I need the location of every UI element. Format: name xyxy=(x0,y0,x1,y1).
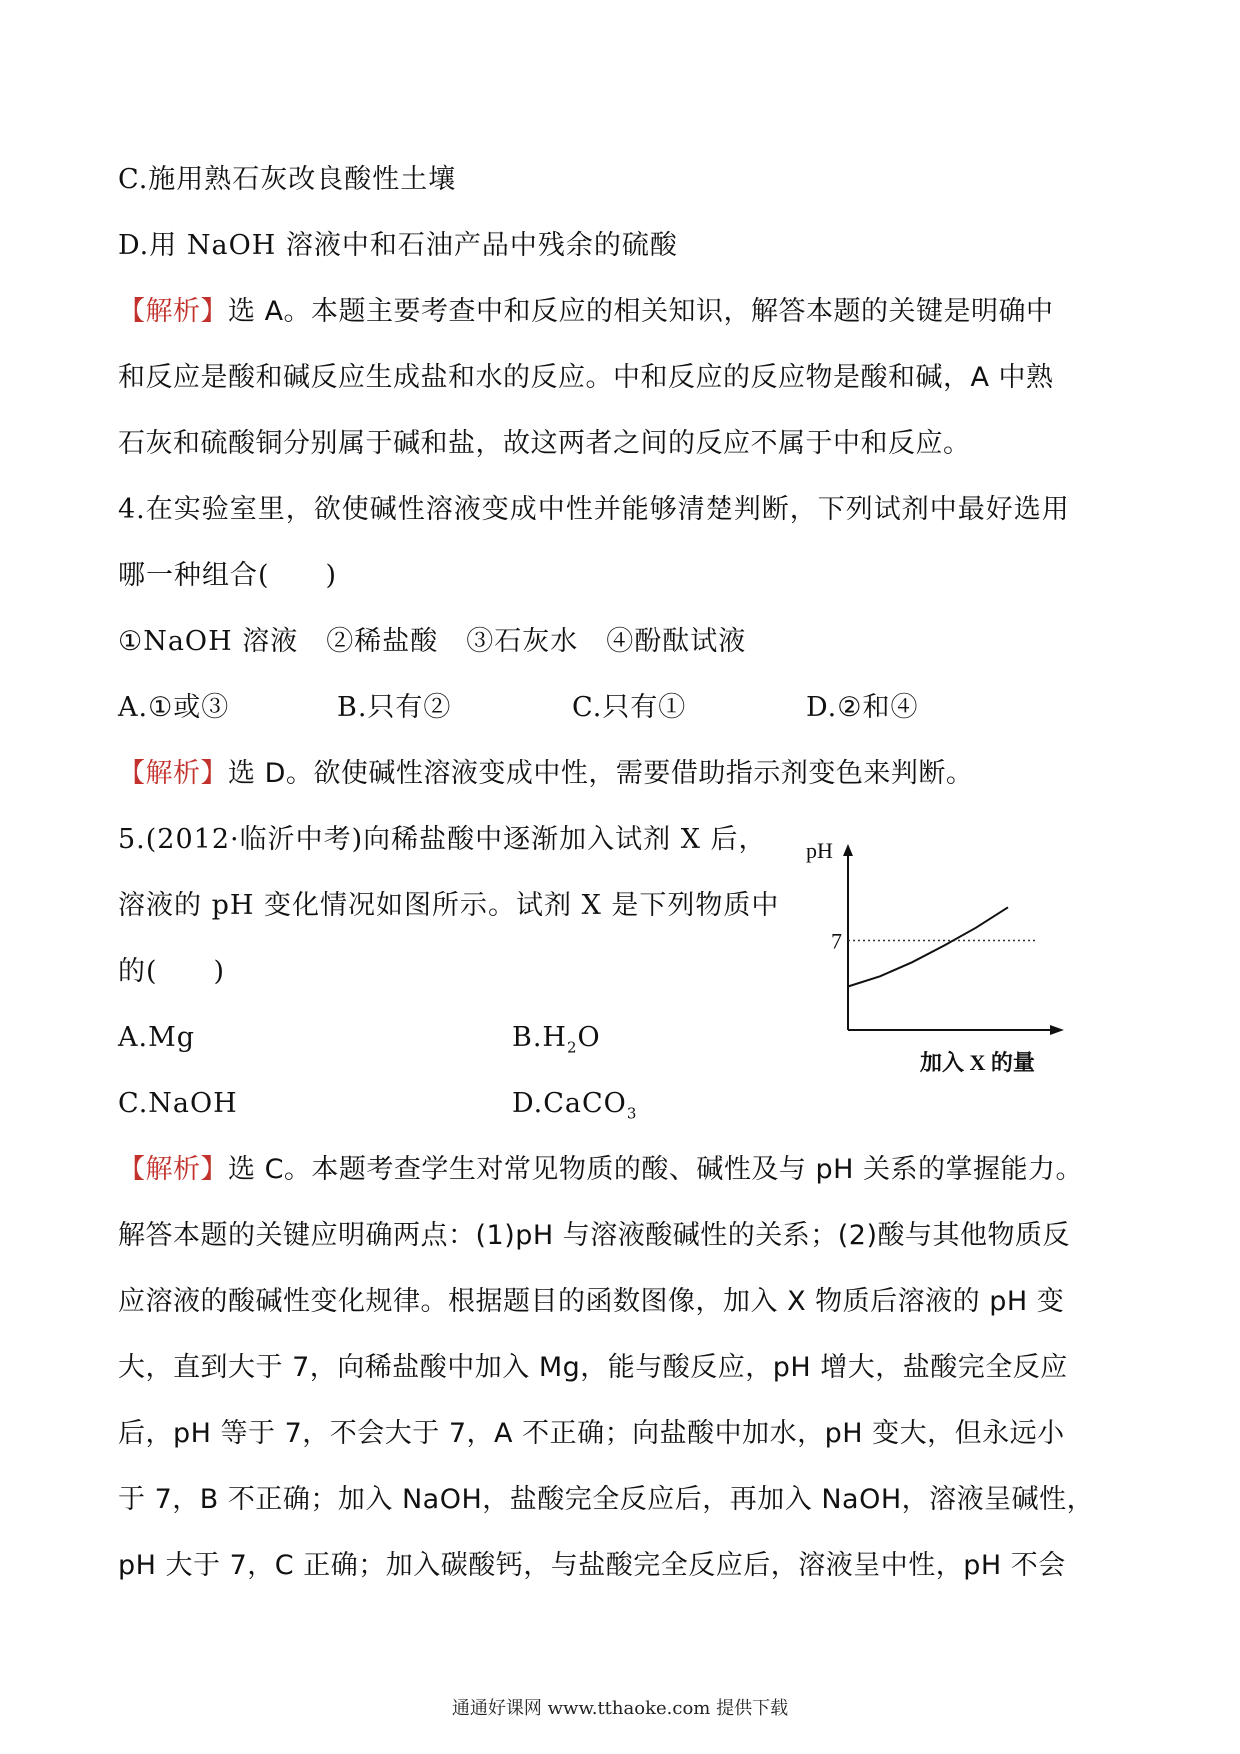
option-b-subscript: 2 xyxy=(566,1038,578,1057)
q5-stem-line3: 的( ) xyxy=(118,956,226,987)
analysis-tag: 【解析】 xyxy=(118,296,228,327)
x-axis-arrow xyxy=(1050,1025,1064,1035)
option-d-main: D.CaCO xyxy=(512,1088,627,1119)
q5-option-b xyxy=(512,1018,601,1067)
q4-reagents: ①NaOH 溶液 ②稀盐酸 ③石灰水 ④酚酞试液 xyxy=(118,626,747,657)
q4-stem-line2: 哪一种组合( ) xyxy=(118,560,338,591)
ph-curve xyxy=(848,907,1008,986)
analysis-text: 选 C。本题考查学生对常见物质的酸、碱性及与 pH 关系的掌握能力。 xyxy=(228,1154,1084,1185)
analysis-tag: 【解析】 xyxy=(118,1154,228,1185)
option-b-main: B.H xyxy=(512,1022,567,1053)
q3-analysis-line2: 和反应是酸和碱反应生成盐和水的反应。中和反应的反应物是酸和碱，A 中熟 xyxy=(118,362,1054,393)
q5-stem-line2: 溶液的 pH 变化情况如图所示。试剂 X 是下列物质中 xyxy=(118,890,780,921)
y-axis-label: pH xyxy=(806,838,833,863)
q5-stem-line1: 5.(2012·临沂中考)向稀盐酸中逐渐加入试剂 X 后， xyxy=(118,824,767,855)
analysis-text: 选 D。欲使碱性溶液变成中性，需要借助指示剂变色来判断。 xyxy=(228,758,974,789)
option-b-tail: O xyxy=(577,1022,601,1053)
q4-option-d: D.②和④ xyxy=(806,692,919,723)
q5-option-c: C.NaOH xyxy=(118,1088,238,1119)
q4-option-c: C.只有① xyxy=(572,692,687,723)
q3-analysis-line3: 石灰和硫酸铜分别属于碱和盐，故这两者之间的反应不属于中和反应。 xyxy=(118,428,971,459)
footer-source: 通通好课网 www.tthaoke.com 提供下载 xyxy=(451,1698,789,1719)
q5-analysis-line2: 解答本题的关键应明确两点：(1)pH 与溶液酸碱性的关系；(2)酸与其他物质反 xyxy=(118,1220,1071,1251)
y-axis-arrow xyxy=(843,844,853,856)
q4-option-a: A.①或③ xyxy=(118,692,230,723)
q4-analysis xyxy=(118,754,973,794)
q5-analysis-line5: 后，pH 等于 7，不会大于 7，A 不正确；向盐酸中加水，pH 变大，但永远小 xyxy=(118,1418,1065,1449)
q5-analysis-line6: 于 7，B 不正确；加入 NaOH，盐酸完全反应后，再加入 NaOH，溶液呈碱性， xyxy=(118,1484,1095,1515)
x-axis-label: 加入 X 的量 xyxy=(920,1050,1035,1075)
ph-chart xyxy=(800,830,1090,1090)
q3-analysis-line1 xyxy=(118,292,1054,332)
q3-option-d: D.用 NaOH 溶液中和石油产品中残余的硫酸 xyxy=(118,230,678,261)
q5-analysis-line7: pH 大于 7，C 正确；加入碳酸钙，与盐酸完全反应后，溶液呈中性，pH 不会 xyxy=(118,1550,1066,1581)
q4-stem-line1: 4.在实验室里，欲使碱性溶液变成中性并能够清楚判断，下列试剂中最好选用 xyxy=(118,494,1070,525)
analysis-tag: 【解析】 xyxy=(118,758,228,789)
q5-analysis-line3: 应溶液的酸碱性变化规律。根据题目的函数图像，加入 X 物质后溶液的 pH 变 xyxy=(118,1286,1065,1317)
option-d-subscript: 3 xyxy=(626,1104,638,1123)
q5-analysis-line4: 大，直到大于 7，向稀盐酸中加入 Mg，能与酸反应，pH 增大，盐酸完全反应 xyxy=(118,1352,1068,1383)
analysis-text: 选 A。本题主要考查中和反应的相关知识，解答本题的关键是明确中 xyxy=(228,296,1054,327)
q5-analysis-line1 xyxy=(118,1150,1083,1190)
q3-option-c: C.施用熟石灰改良酸性土壤 xyxy=(118,164,457,195)
q5-option-d xyxy=(512,1084,637,1133)
q4-option-b: B.只有② xyxy=(337,692,452,723)
q5-option-a: A.Mg xyxy=(118,1022,196,1053)
y-tick-label: 7 xyxy=(831,928,842,954)
